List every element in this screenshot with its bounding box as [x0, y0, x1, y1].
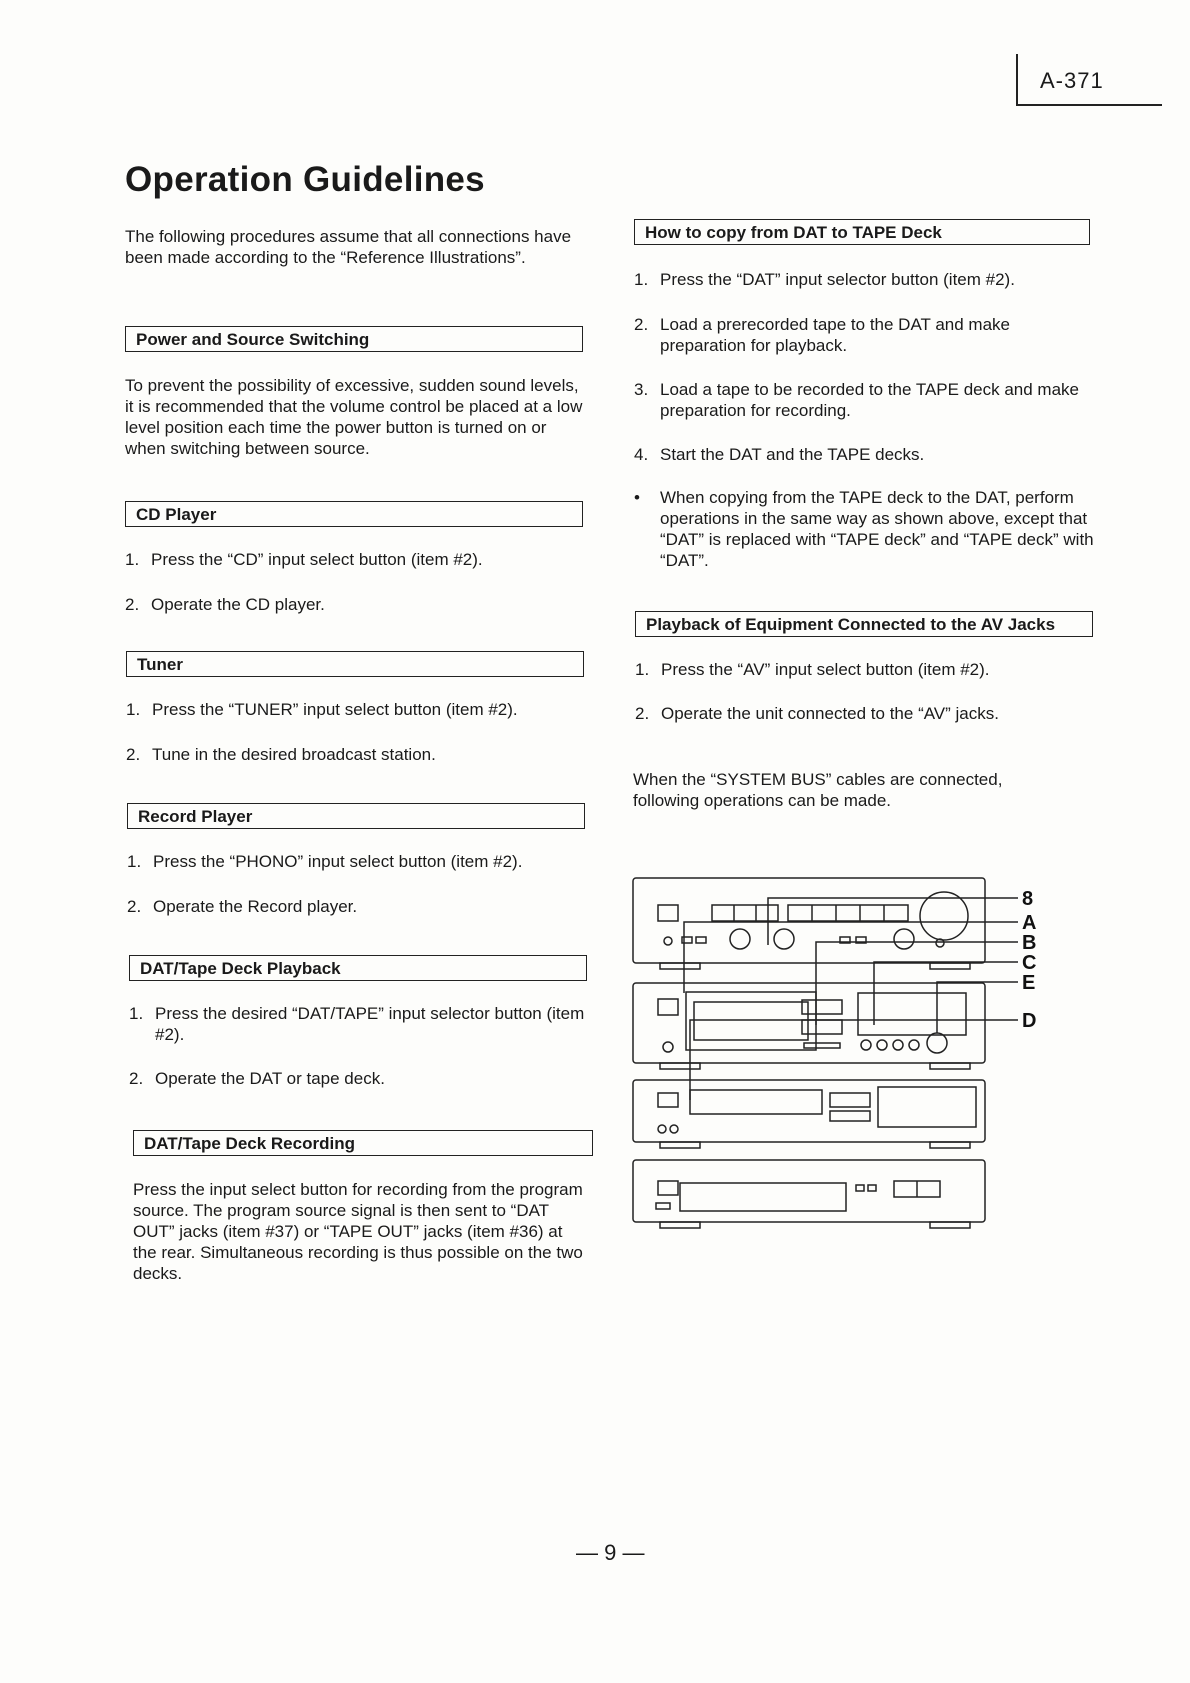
- copy-section: [634, 219, 1094, 571]
- cd-step-1-text: Press the “CD” input select button (item #2).: [151, 550, 483, 569]
- tuner-step-1: [126, 699, 584, 720]
- record-step-1-text: Press the “PHONO” input select button (item #2).: [153, 852, 523, 871]
- cd-step-1-num: 1.: [125, 550, 140, 569]
- intro-text: The following procedures assume that all connections have been made according to the “Reference Illustrations”.: [125, 227, 572, 267]
- copy-bullet-mark: •: [634, 488, 640, 507]
- copy-step-3: [634, 379, 1094, 421]
- tuner-unit: [633, 1160, 985, 1228]
- callout-label-c: C: [1022, 952, 1037, 974]
- callout-label-e: E: [1022, 972, 1036, 994]
- callout-label-8: 8: [1022, 888, 1034, 910]
- amplifier-unit: [633, 878, 985, 969]
- copy-step-3-num: 3.: [634, 380, 649, 399]
- cd-step-2: [125, 594, 583, 615]
- record-step-2-num: 2.: [127, 897, 142, 916]
- record-step-2-text: Operate the Record player.: [153, 897, 358, 916]
- tuner-step-2-num: 2.: [126, 745, 141, 764]
- tuner-step-2: [126, 744, 584, 765]
- cd-step-2-text: Operate the CD player.: [151, 595, 325, 614]
- page-title: Operation Guidelines: [125, 160, 485, 199]
- copy-bullet-text: When copying from the TAPE deck to the DAT, perform operations in the same way as shown above, except that “DAT” is replaced with “TAPE deck” and “TAPE deck” with “DAT”.: [660, 488, 1094, 570]
- av-section: [635, 611, 1095, 724]
- av-heading: Playback of Equipment Connected to the AV Jacks: [635, 611, 1093, 637]
- dat-rec-text: Press the input select button for recording from the program source. The program source signal is then sent to “DAT OUT” jacks (item #37) or “TAPE OUT” jacks (item #36) at the rear. Simultaneous recording is thus possible on the two decks.: [133, 1180, 583, 1283]
- cd-step-2-num: 2.: [125, 595, 140, 614]
- power-section: [125, 326, 583, 459]
- system-bus-block: [633, 769, 1073, 811]
- power-text: To prevent the possibility of excessive, sudden sound levels, it is recommended that the volume control be placed at a low level position each time the power button is turned on or when switching between source.: [125, 376, 583, 458]
- record-step-1: [127, 851, 585, 872]
- callout-label-b: B: [1022, 932, 1037, 954]
- dat-play-step-2-text: Operate the DAT or tape deck.: [155, 1069, 385, 1088]
- dat-rec-section: [133, 1130, 593, 1284]
- dat-play-step-2: [129, 1068, 587, 1089]
- tuner-step-1-text: Press the “TUNER” input select button (item #2).: [152, 700, 518, 719]
- page-id-box: [1016, 54, 1162, 106]
- av-step-1: [635, 659, 1095, 680]
- av-step-2: [635, 703, 1095, 724]
- tuner-step-1-num: 1.: [126, 700, 141, 719]
- dat-play-step-1-num: 1.: [129, 1004, 144, 1023]
- copy-step-4-text: Start the DAT and the TAPE decks.: [660, 445, 925, 464]
- system-stack-diagram: [630, 875, 1110, 1255]
- callout-label-d: D: [1022, 1010, 1037, 1032]
- callout-label-a: A: [1022, 912, 1037, 934]
- record-heading: Record Player: [127, 803, 585, 829]
- copy-step-1: [634, 269, 1094, 290]
- av-step-1-num: 1.: [635, 660, 650, 679]
- dat-play-section: [129, 955, 587, 1089]
- dat-play-step-1-text: Press the desired “DAT/TAPE” input selector button (item #2).: [155, 1004, 585, 1044]
- cd-heading: CD Player: [125, 501, 583, 527]
- dat-play-step-1: [129, 1003, 587, 1045]
- record-step-2: [127, 896, 585, 917]
- copy-step-2-num: 2.: [634, 315, 649, 334]
- copy-step-3-text: Load a tape to be recorded to the TAPE deck and make preparation for recording.: [660, 380, 1079, 420]
- copy-step-2: [634, 314, 1094, 356]
- dat-rec-heading: DAT/Tape Deck Recording: [133, 1130, 593, 1156]
- copy-step-4-num: 4.: [634, 445, 649, 464]
- power-heading: Power and Source Switching: [125, 326, 583, 352]
- av-step-1-text: Press the “AV” input select button (item #2).: [661, 660, 990, 679]
- tuner-heading: Tuner: [126, 651, 584, 677]
- page-number: — 9 —: [576, 1540, 645, 1565]
- copy-bullet: [634, 487, 1094, 571]
- record-step-1-num: 1.: [127, 852, 142, 871]
- av-step-2-num: 2.: [635, 704, 650, 723]
- copy-step-2-text: Load a prerecorded tape to the DAT and make preparation for playback.: [660, 315, 1010, 355]
- dat-deck-unit: [633, 1080, 985, 1148]
- dat-play-step-2-num: 2.: [129, 1069, 144, 1088]
- tuner-section: [126, 651, 584, 765]
- record-section: [127, 803, 585, 917]
- copy-step-1-num: 1.: [634, 270, 649, 289]
- cd-step-1: [125, 549, 583, 570]
- copy-step-1-text: Press the “DAT” input selector button (item #2).: [660, 270, 1015, 289]
- intro-block: [125, 226, 583, 268]
- cd-section: [125, 501, 583, 615]
- copy-heading: How to copy from DAT to TAPE Deck: [634, 219, 1090, 245]
- dat-play-heading: DAT/Tape Deck Playback: [129, 955, 587, 981]
- cassette-deck-unit: [633, 983, 985, 1069]
- tuner-step-2-text: Tune in the desired broadcast station.: [152, 745, 436, 764]
- system-bus-text: When the “SYSTEM BUS” cables are connected, following operations can be made.: [633, 770, 1003, 810]
- av-step-2-text: Operate the unit connected to the “AV” jacks.: [661, 704, 999, 723]
- page-id: A-371: [1040, 68, 1104, 93]
- copy-step-4: [634, 444, 1094, 465]
